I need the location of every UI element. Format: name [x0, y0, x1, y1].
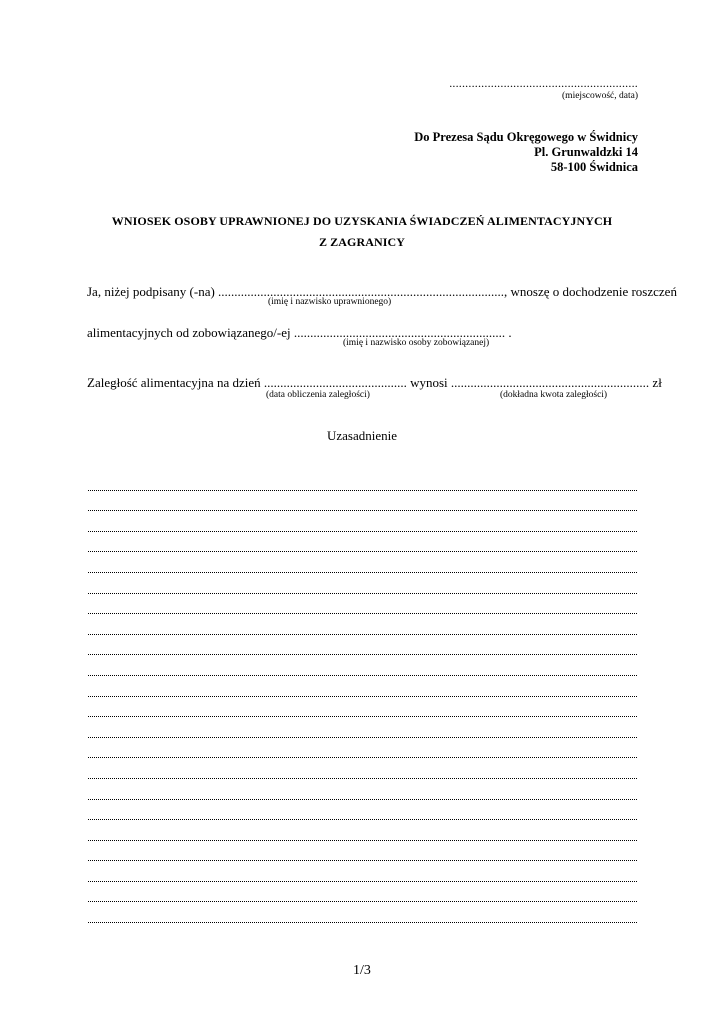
justification-line [88, 800, 637, 821]
obligor-name-caption: (imię i nazwisko osoby zobowiązanej) [343, 338, 490, 348]
justification-line [88, 738, 637, 759]
arrears-line: Zaległość alimentacyjna na dzień ............................................ wynosi ............................................................. zł [87, 375, 662, 390]
justification-line [88, 758, 637, 779]
justification-line [88, 717, 637, 738]
justification-line [88, 594, 637, 615]
justification-line [88, 655, 637, 676]
justification-heading: Uzasadnienie [326, 428, 398, 443]
justification-line [88, 511, 637, 532]
justification-line [88, 552, 637, 573]
justification-line [88, 861, 637, 882]
justification-line [88, 841, 637, 862]
justification-line [88, 614, 637, 635]
justification-line [88, 532, 637, 553]
justification-line [88, 470, 637, 491]
justification-line [88, 882, 637, 903]
place-date-field: ........................................................... [449, 76, 638, 90]
justification-line [88, 676, 637, 697]
applicant-name-line: Ja, niżej podpisany (-na) ........................................................................................, wnoszę o dochodzenie roszczeń [87, 284, 677, 299]
document-title-line-2: Z ZAGRANICY [318, 235, 406, 249]
justification-line [88, 779, 637, 800]
justification-line [88, 635, 637, 656]
addressee-line-1: Do Prezesa Sądu Okręgowego w Świdnicy [414, 130, 638, 144]
arrears-date-caption: (data obliczenia zaległości) [266, 390, 370, 400]
addressee-line-3: 58-100 Świdnica [550, 160, 638, 174]
justification-line [88, 902, 637, 923]
justification-lines [88, 470, 637, 923]
addressee-line-2: Pl. Grunwaldzki 14 [534, 145, 638, 159]
page-number: 1/3 [353, 963, 371, 978]
justification-line [88, 491, 637, 512]
document-title-line-1: WNIOSEK OSOBY UPRAWNIONEJ DO UZYSKANIA ŚWIADCZEŃ ALIMENTACYJNYCH [111, 214, 613, 228]
arrears-amount-caption: (dokładna kwota zaległości) [500, 390, 608, 400]
place-date-caption: (miejscowość, data) [562, 91, 638, 101]
justification-line [88, 573, 637, 594]
justification-line [88, 820, 637, 841]
justification-line [88, 697, 637, 718]
obligor-name-line: alimentacyjnych od zobowiązanego/-ej ................................................................. . [87, 325, 512, 340]
applicant-name-caption: (imię i nazwisko uprawnionego) [268, 297, 392, 307]
